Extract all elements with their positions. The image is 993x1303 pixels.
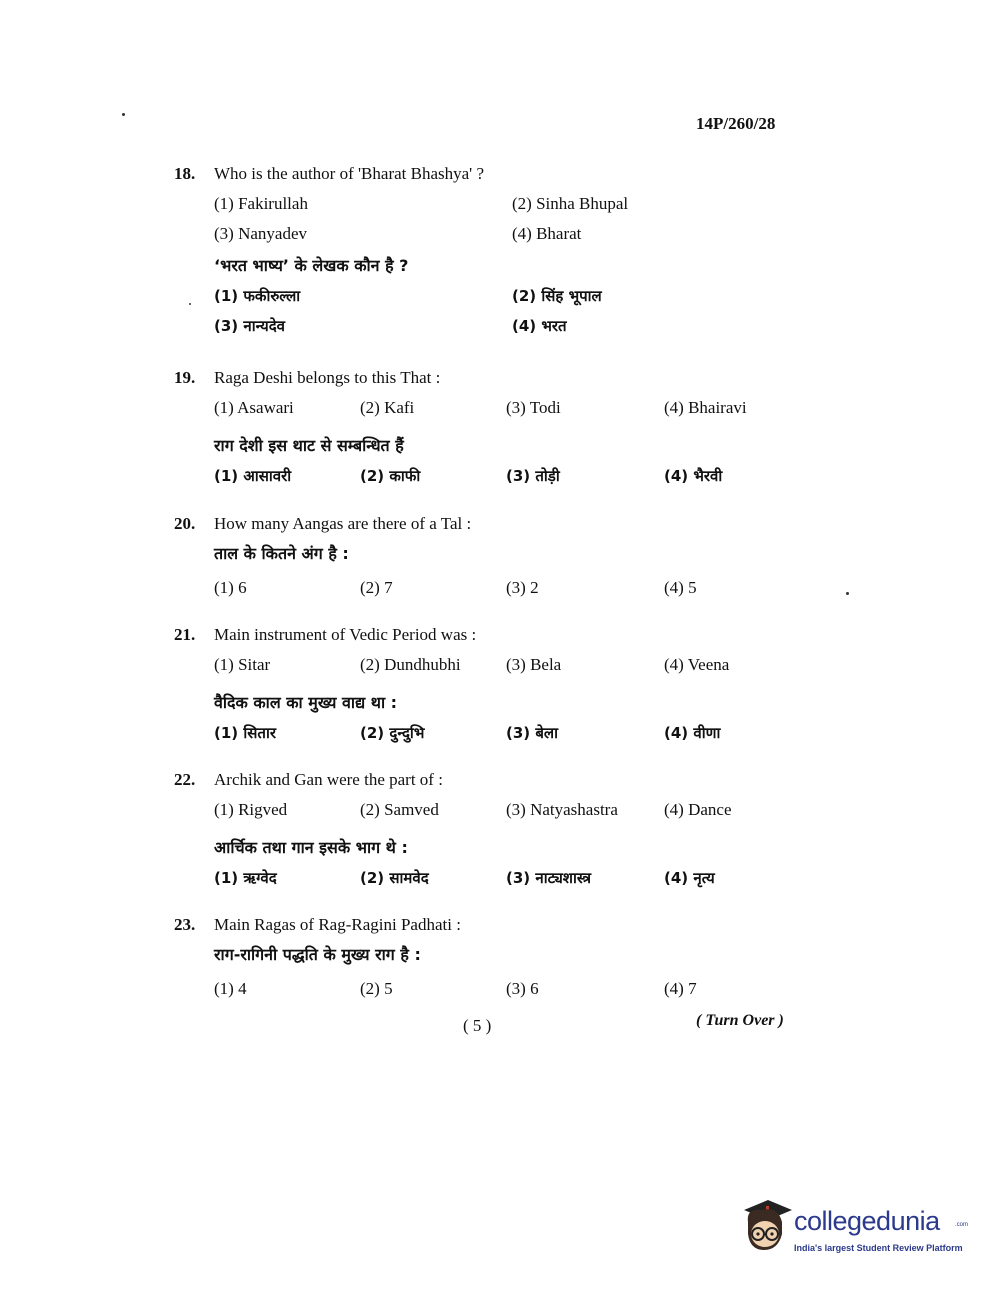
- question-number: 22.: [174, 770, 196, 789]
- graduate-mascot-icon: [738, 1196, 794, 1258]
- question-text: Main instrument of Vedic Period was :: [214, 625, 477, 644]
- scan-speck: [122, 113, 125, 116]
- options-english: [214, 193, 814, 245]
- question-text: Archik and Gan were the part of :: [214, 770, 443, 789]
- options-hindi: [214, 465, 814, 487]
- option: (4) वीणा: [664, 724, 721, 742]
- question-21: [174, 624, 814, 760]
- logo-wordmark: collegedunia: [794, 1206, 940, 1236]
- page-number: ( 5 ): [463, 1016, 492, 1035]
- option: (3) 6: [506, 979, 539, 998]
- option: (4) भरत: [512, 317, 567, 335]
- options-english: [214, 397, 814, 419]
- collegedunia-logo: [738, 1196, 969, 1266]
- option: (2) 5: [360, 979, 393, 998]
- option: (1) आसावरी: [214, 467, 292, 485]
- option: (4) Bharat: [512, 224, 582, 243]
- option: (2) Kafi: [360, 398, 415, 417]
- question-19: [174, 367, 814, 503]
- question-20: [174, 513, 814, 615]
- option: (2) Dundhubhi: [360, 655, 461, 674]
- question-number: 18.: [174, 164, 196, 183]
- option: (1) सितार: [214, 724, 276, 742]
- options-hindi: [214, 722, 814, 744]
- option: (3) बेला: [506, 724, 558, 742]
- option: (3) नान्यदेव: [214, 317, 286, 335]
- option: (2) सिंह भूपाल: [512, 287, 602, 305]
- option: (2) दुन्दुभि: [360, 724, 425, 742]
- option: (1) Asawari: [214, 398, 294, 417]
- question-text: Raga Deshi belongs to this That :: [214, 368, 441, 387]
- option: (1) 6: [214, 578, 247, 597]
- option: (1) 4: [214, 979, 247, 998]
- scan-speck: [846, 592, 849, 595]
- option: (3) तोड़ी: [506, 467, 560, 485]
- option: (2) काफी: [360, 467, 421, 485]
- question-text-hindi: राग-रागिनी पद्धति के मुख्य राग है :: [214, 945, 421, 964]
- logo-suffix: .com: [955, 1222, 969, 1228]
- option: (3) नाट्यशास्त्र: [506, 869, 592, 887]
- options-hindi: [214, 285, 814, 337]
- options-english: [214, 654, 814, 676]
- option: (1) फकीरुल्ला: [214, 287, 301, 305]
- options-english: [214, 799, 814, 821]
- question-text-hindi: आर्चिक तथा गान इसके भाग थे :: [214, 838, 408, 857]
- question-text: How many Aangas are there of a Tal :: [214, 514, 472, 533]
- option: (4) Veena: [664, 655, 730, 674]
- option: (4) Bhairavi: [664, 398, 747, 417]
- option: (3) Bela: [506, 655, 562, 674]
- options: [214, 978, 814, 1000]
- question-text-hindi: राग देशी इस थाट से सम्बन्धित हैं: [214, 436, 404, 455]
- option: (1) Rigved: [214, 800, 288, 819]
- question-text-hindi: वैदिक काल का मुख्य वाद्य था :: [214, 693, 398, 712]
- logo-tagline: India's largest Student Review Platform: [794, 1243, 963, 1253]
- option: (2) Sinha Bhupal: [512, 194, 629, 213]
- option: (3) Natyashastra: [506, 800, 618, 819]
- option: (4) 5: [664, 578, 697, 597]
- question-23: [174, 914, 814, 1016]
- option: (4) Dance: [664, 800, 732, 819]
- question-number: 21.: [174, 625, 196, 644]
- option: (2) Samved: [360, 800, 439, 819]
- turn-over-note: ( Turn Over ): [696, 1012, 784, 1029]
- question-18: [174, 163, 814, 347]
- option: (1) ऋग्वेद: [214, 869, 277, 887]
- option: (1) Sitar: [214, 655, 271, 674]
- option: (4) भैरवी: [664, 467, 723, 485]
- option: (3) 2: [506, 578, 539, 597]
- option: (3) Todi: [506, 398, 561, 417]
- question-text: Main Ragas of Rag-Ragini Padhati :: [214, 915, 461, 934]
- option: (4) नृत्य: [664, 869, 715, 887]
- question-number: 20.: [174, 514, 196, 533]
- question-number: 23.: [174, 915, 196, 934]
- option: (3) Nanyadev: [214, 224, 307, 243]
- paper-code: 14P/260/28: [696, 114, 776, 133]
- options-hindi: [214, 867, 814, 889]
- question-number: 19.: [174, 368, 196, 387]
- option: (2) 7: [360, 578, 393, 597]
- options: [214, 577, 814, 599]
- option: (4) 7: [664, 979, 697, 998]
- scan-speck: [189, 303, 191, 305]
- option: (1) Fakirullah: [214, 194, 308, 213]
- question-text-hindi: ताल के कितने अंग है :: [214, 544, 349, 563]
- question-text-hindi: ‘भरत भाष्य’ के लेखक कौन है ?: [214, 256, 409, 275]
- question-text: Who is the author of 'Bharat Bhashya' ?: [214, 164, 485, 183]
- option: (2) सामवेद: [360, 869, 429, 887]
- question-22: [174, 769, 814, 905]
